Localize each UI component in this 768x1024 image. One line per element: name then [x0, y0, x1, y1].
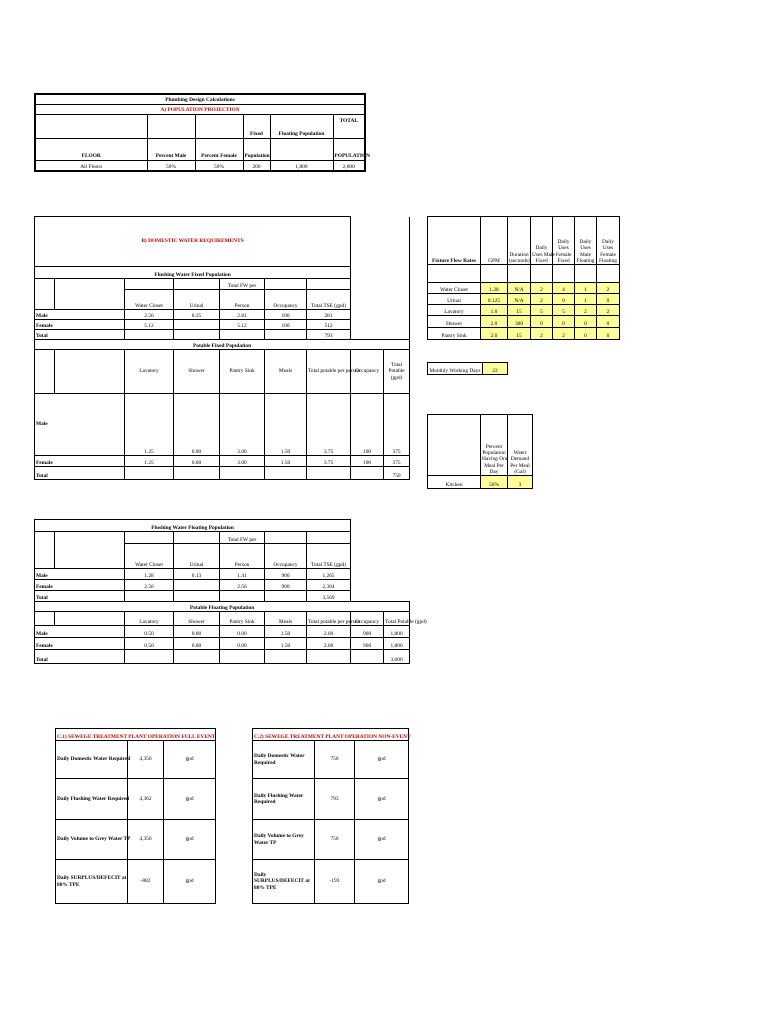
- table-row: Daily Domestic Water Required 750 gpd: [253, 741, 409, 779]
- flushing-floating-title: Flushing Water Floating Population: [35, 520, 351, 532]
- table-row: Daily Flushing Water Required 4,362 gpd: [56, 779, 216, 820]
- stp-full-event-table: [55, 728, 215, 904]
- floating-header: Floating Population: [270, 124, 333, 138]
- potable-fixed-title: Potable Fixed Population: [35, 340, 410, 350]
- fixed-header-2: Population: [243, 138, 270, 160]
- section-c1-title: C.1) SEWEGE TREATMENT PLANT OPERATION FULL EVENT: [56, 729, 216, 741]
- water-closet-header: Water Closet: [125, 290, 174, 310]
- fixed-header-1: Fixed: [243, 124, 270, 138]
- table-row: Daily SURPLUS/DEFECIT at 80% TPE -193 gpd: [253, 860, 409, 904]
- flushing-fixed-title: Flushing Water Fixed Population: [35, 267, 351, 279]
- kitchen-table: Percent Population Having One Meal Per Day Water Demand Per Meal (Gal) Kitchen 50% 3: [427, 414, 532, 489]
- table-row: Male 1.25 0.80 3.00 1.50 3.75 100 375: [35, 394, 410, 456]
- table-row: Daily SURPLUS/DEFECIT at 80% TPE -882 gpd: [56, 860, 216, 904]
- percent-male-header: Percent Male: [147, 138, 195, 160]
- table-row: Daily Domestic Water Required 4,350 gpd: [56, 741, 216, 779]
- table-row: Female 1.25 0.80 3.00 1.50 3.75 100 375: [35, 456, 410, 467]
- table-row: Female 2.56 2.56 900 2,304: [35, 580, 410, 591]
- table-row: Total 3,600: [35, 650, 410, 664]
- floating-population-table: Flushing Water Floating Population Total FW per Water Closet Urinal Person Occupancy Total TSE (gpd) Male 1.28 0.13 1.41 900 1,265 Female 2.56 2.56 900 2,304 Total 3,569 Potable Floating Population Lavatory Shower Pantry Sink Meals Total potable per person Occupancy Total Potable (gpd) Male 0.50 0.80 0.00 1.50 2.00 900 1,800 Female 0.50 0.80 0.00 1.50 2.00 900 1,800 Total 3,600: [34, 519, 409, 664]
- table-row: Male 0.50 0.80 0.00 1.50 2.00 900 1,800: [35, 626, 410, 638]
- total-header-1: TOTAL: [333, 114, 365, 124]
- table-row: Male 1.28 0.13 1.41 900 1,265: [35, 569, 410, 580]
- potable-floating-title: Potable Floating Population: [35, 602, 410, 612]
- table-row: Urinal 0.125 N/A 2 0 1 0: [428, 294, 620, 305]
- population-projection-table: [34, 93, 371, 172]
- table-row: Daily Volume to Grey Water TP 4,350 gpd: [56, 820, 216, 860]
- table-row: Daily Volume to Grey Water TP 750 gpd: [253, 820, 409, 860]
- table-row: Total 793: [35, 330, 410, 340]
- floor-header: FLOOR: [35, 138, 147, 160]
- domestic-water-requirements-table: B) DOMESTIC WATER REQUIREMENTS Flushing Water Fixed Population Total FW per Water Closet Urinal Person Occupancy Total TSE (gpd) Male 2.56 0.25 2.81 100 281 Female 5.12 5.12 100 512 Total 793 Potable Fixed Population Lavatory Shower Pantry Sink Meals Total potable per person Occupancy Total Potable (gpd) Male 1.25 0.80 3.00 1.50 3.75 100 375 Female 1.25 0.80 3.00 1.50 3.75 100 375 Total 750: [34, 216, 409, 480]
- table-row: Total 3,569: [35, 591, 410, 602]
- section-a-title: A) POPULATION PROJECTION: [35, 104, 365, 114]
- section-c2-title: C.2) SEWEGE TREATMENT PLANT OPERATION NON-EVENT: [253, 729, 409, 741]
- table-row: Lavatory 1.0 15 5 5 2 2: [428, 305, 620, 316]
- table-row: Male 2.56 0.25 2.81 100 281: [35, 310, 410, 320]
- kitchen-percent: 50%: [481, 476, 508, 489]
- fixture-flow-rates-table: Fixture Flow Rates GPM Duration (seconds) Daily Uses Male Fixed Daily Uses Female Fixed Daily Uses Male Floating Daily Uses Female Floating Water Closet 1.28 N/A 2 4 1 2 Urinal 0.125 N/A 2 0 1 0 Lavatory 1.0 15 5 5 2 2 Shower 2.0 300 0 0 0 0 Pantry Sink 2.0 15 2 2 0 0: [427, 216, 619, 340]
- table-row: Daily Flushing Water Required 793 gpd: [253, 779, 409, 820]
- percent-female-header: Percent Female: [195, 138, 243, 160]
- total-header-2: POPULATION: [333, 138, 365, 160]
- table-row: Shower 2.0 300 0 0 0 0: [428, 316, 620, 328]
- table-row: Pantry Sink 2.0 15 2 2 0 0: [428, 328, 620, 340]
- kitchen-label: Kitchen: [428, 476, 481, 489]
- table-row: All Floors 50% 50% 200 1,800 2,000: [35, 160, 365, 171]
- kitchen-demand: 3: [508, 476, 533, 489]
- sheet-title: Plumbing Design Calculations: [35, 94, 365, 104]
- table-row: Water Closet 1.28 N/A 2 4 1 2: [428, 283, 620, 294]
- stp-non-event-table: [252, 728, 411, 904]
- table-row: Female 0.50 0.80 0.00 1.50 2.00 900 1,800: [35, 638, 410, 650]
- fixture-flow-rates-header: Fixture Flow Rates: [428, 217, 481, 265]
- table-row: Total 750: [35, 467, 410, 480]
- working-days-label: Monthly Working Days: [428, 363, 483, 375]
- working-days-value: 22: [483, 363, 508, 375]
- working-days-table: [427, 362, 507, 375]
- section-b-title: B) DOMESTIC WATER REQUIREMENTS: [35, 217, 351, 267]
- table-row: Female 5.12 5.12 100 512: [35, 320, 410, 330]
